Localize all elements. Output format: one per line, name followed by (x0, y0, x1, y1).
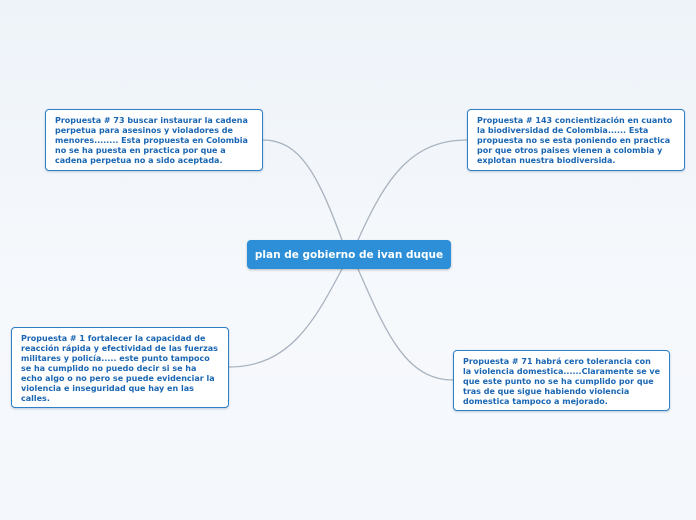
topic-propuesta-73[interactable] (45, 109, 263, 171)
topic-propuesta-71[interactable] (453, 350, 670, 411)
topic-text: Propuesta # 143 concientización en cuanto la biodiversidad de Colombia...... Esta propuesta no se esta poniendo en practica por que otros paises vienen a colombia y explotan nuestra biodiversida. (477, 116, 673, 165)
topic-text: Propuesta # 73 buscar instaurar la cadena perpetua para asesinos y violadores de menores........ Esta propuesta en Colombia no se ha puesta en practica por que a cadena perpetua no a sido aceptada. (55, 116, 248, 165)
topic-propuesta-143[interactable] (467, 109, 685, 171)
topic-text: Propuesta # 1 fortalecer la capacidad de reacción rápida y efectividad de las fuerzas militares y policía..... este punto tampoco se ha cumplido no puedo decir si se ha echo algo o no pero se puede evidenciar la violencia e inseguridad que hay en las calles. (21, 334, 218, 403)
topic-text: Propuesta # 71 habrá cero tolerancia con la violencia domestica......Claramente se ve que este punto no se ha cumplido por que tras de que sigue habiendo violencia domestica tampoco a mejorado. (463, 357, 661, 406)
connector-topic-2 (358, 140, 467, 240)
connector-topic-1 (263, 140, 342, 240)
central-topic[interactable] (247, 240, 451, 269)
connector-topic-3 (229, 269, 342, 367)
topic-propuesta-1[interactable] (11, 327, 229, 408)
central-topic-label: plan de gobierno de ivan duque (254, 248, 444, 261)
connector-topic-4 (358, 269, 453, 380)
